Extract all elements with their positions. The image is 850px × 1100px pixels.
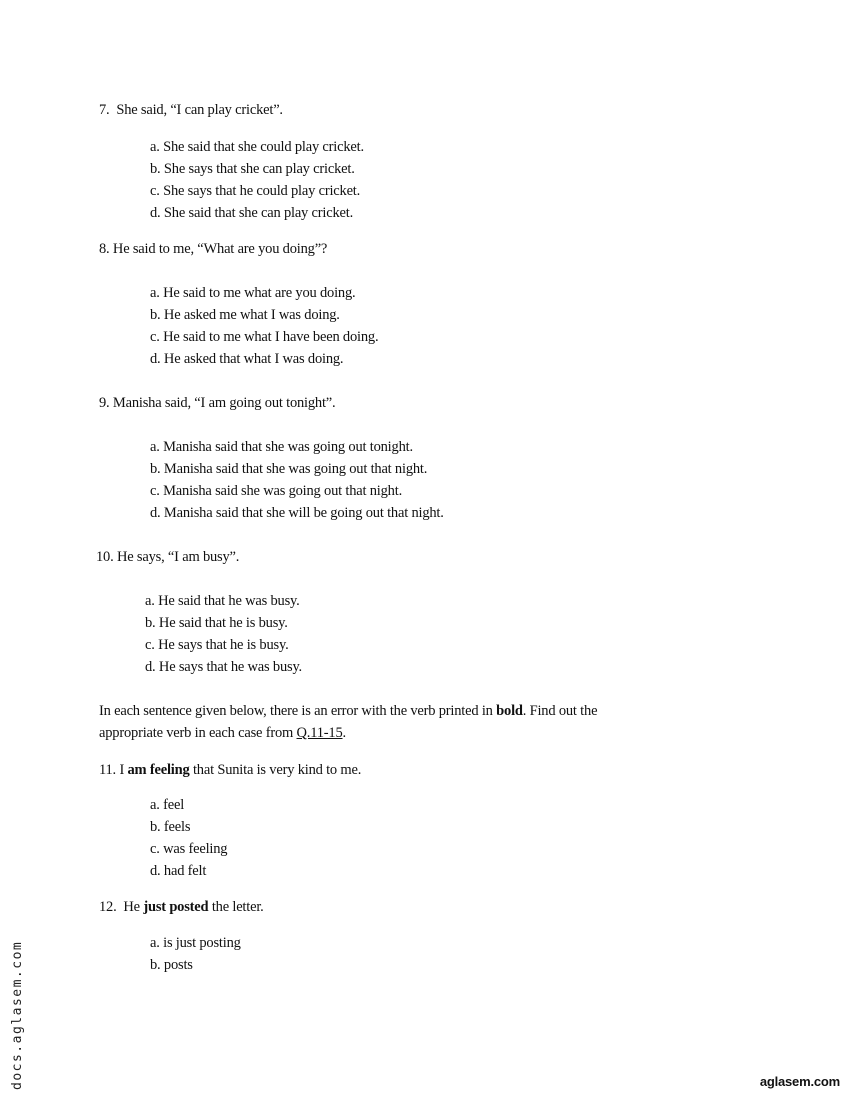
option-text: He said that he is busy.	[158, 615, 288, 631]
option-text: He says that he was busy.	[158, 659, 302, 675]
question-number: 11.	[99, 762, 116, 778]
question-number: 12.	[99, 899, 117, 915]
side-watermark: docs.aglasem.com	[10, 940, 25, 1090]
option-11d	[150, 862, 206, 880]
option-7a	[150, 138, 364, 156]
option-letter: a.	[150, 797, 160, 813]
option-11a	[150, 796, 184, 814]
option-text: She says that he could play cricket.	[163, 183, 361, 199]
option-letter: c.	[150, 329, 160, 345]
instruction-text: . Find out the	[522, 703, 598, 719]
option-letter: a.	[150, 285, 160, 301]
option-text: He said that he was busy.	[158, 593, 300, 609]
question-text: that Sunita is very kind to me.	[189, 762, 362, 778]
option-7d	[150, 204, 353, 222]
instruction-text: appropriate verb in each case from	[99, 725, 297, 741]
option-7c	[150, 182, 360, 200]
option-text: She says that she can play cricket.	[163, 161, 355, 177]
question-text: I	[119, 762, 128, 778]
option-text: She said that she could play cricket.	[163, 139, 364, 155]
option-12a	[150, 934, 241, 952]
option-text: Manisha said that she was going out tonight.	[163, 439, 413, 455]
question-8	[99, 240, 327, 258]
question-number: 8.	[99, 241, 110, 257]
option-text: feel	[163, 797, 185, 813]
option-letter: d.	[150, 205, 161, 221]
question-bold-verb: am feeling	[127, 762, 190, 778]
option-letter: a.	[150, 139, 160, 155]
option-letter: a.	[145, 593, 155, 609]
option-letter: a.	[150, 439, 160, 455]
option-text: He asked me what I was doing.	[163, 307, 340, 323]
option-letter: d.	[150, 863, 161, 879]
question-11	[99, 761, 361, 779]
question-text: Manisha said, “I am going out tonight”.	[112, 395, 336, 411]
option-letter: b.	[150, 957, 161, 973]
option-letter: a.	[150, 935, 160, 951]
option-8a	[150, 284, 355, 302]
option-text: posts	[163, 957, 193, 973]
option-text: He says that he is busy.	[158, 637, 289, 653]
option-8d	[150, 350, 343, 368]
option-7b	[150, 160, 355, 178]
instruction-line-2	[99, 724, 346, 742]
option-10b	[145, 614, 288, 632]
option-text: had felt	[163, 863, 207, 879]
option-text: feels	[163, 819, 191, 835]
option-letter: b.	[150, 307, 161, 323]
option-letter: d.	[145, 659, 156, 675]
option-letter: c.	[145, 637, 155, 653]
option-letter: c.	[150, 183, 160, 199]
brand-link[interactable]: aglasem.com	[759, 1074, 840, 1089]
option-letter: d.	[150, 505, 161, 521]
question-text: He says, “I am busy”.	[116, 549, 240, 565]
option-letter: b.	[150, 161, 161, 177]
option-text: He said to me what I have been doing.	[163, 329, 379, 345]
question-text: She said, “I can play cricket”.	[116, 102, 283, 118]
option-text: Manisha said that she was going out that night.	[163, 461, 428, 477]
option-11c	[150, 840, 227, 858]
question-10	[96, 548, 239, 566]
option-letter: b.	[150, 461, 161, 477]
option-letter: b.	[145, 615, 156, 631]
instruction-text: In each sentence given below, there is an error with the verb printed in	[99, 703, 497, 719]
instruction-bold-word: bold	[496, 703, 523, 719]
option-text: He asked that what I was doing.	[163, 351, 344, 367]
option-text: is just posting	[163, 935, 241, 951]
option-text: Manisha said that she will be going out that night.	[163, 505, 444, 521]
option-text: Manisha said she was going out that night.	[163, 483, 402, 499]
option-12b	[150, 956, 193, 974]
question-text: the letter.	[208, 899, 264, 915]
option-9c	[150, 482, 402, 500]
option-letter: d.	[150, 351, 161, 367]
option-9d	[150, 504, 444, 522]
option-8b	[150, 306, 340, 324]
option-text: was feeling	[163, 841, 228, 857]
question-number: 10.	[96, 549, 114, 565]
option-8c	[150, 328, 378, 346]
option-9b	[150, 460, 427, 478]
option-text: She said that she can play cricket.	[163, 205, 354, 221]
question-12	[99, 898, 264, 916]
question-text: He	[123, 899, 144, 915]
option-9a	[150, 438, 413, 456]
instruction-line-1	[99, 702, 597, 720]
question-9	[99, 394, 335, 412]
option-letter: c.	[150, 483, 160, 499]
question-bold-verb: just posted	[143, 899, 209, 915]
option-letter: c.	[150, 841, 160, 857]
option-10a	[145, 592, 300, 610]
question-number: 9.	[99, 395, 110, 411]
question-7	[99, 101, 283, 119]
question-number: 7.	[99, 102, 110, 118]
option-11b	[150, 818, 190, 836]
instruction-text: .	[342, 725, 346, 741]
option-text: He said to me what are you doing.	[163, 285, 356, 301]
option-10c	[145, 636, 289, 654]
question-range-reference: Q.11-15	[296, 725, 343, 741]
question-text: He said to me, “What are you doing”?	[112, 241, 328, 257]
option-letter: b.	[150, 819, 161, 835]
option-10d	[145, 658, 302, 676]
